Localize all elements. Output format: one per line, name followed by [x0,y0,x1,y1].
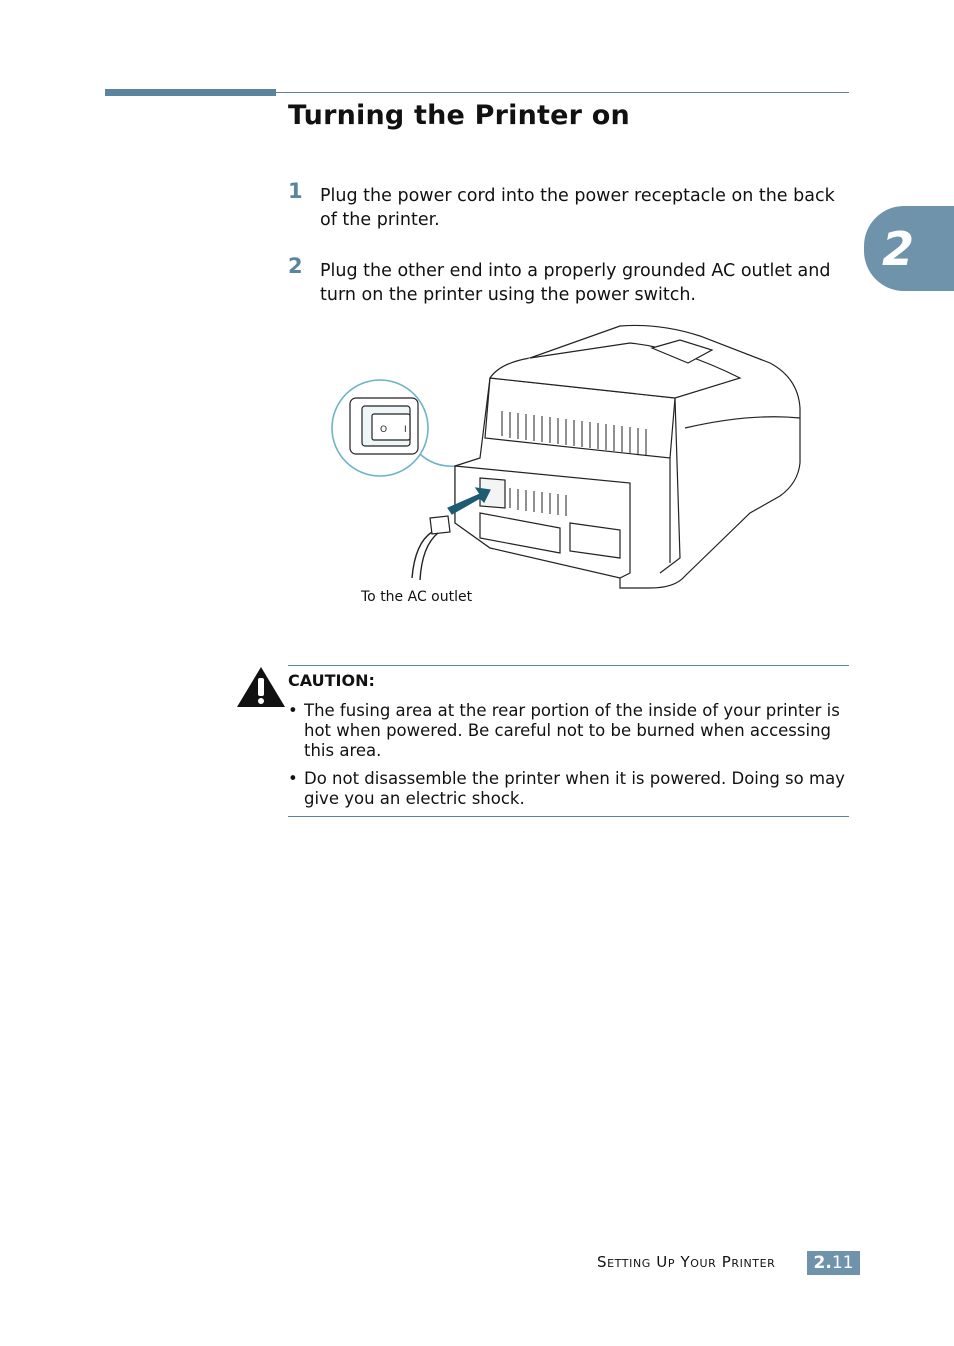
caution-bottom-rule [288,816,849,817]
page-number-badge [807,1251,860,1275]
chapter-number: 2 [881,221,914,276]
header-rule [276,92,849,93]
page-prefix: 2. [813,1253,832,1273]
printer-body [455,325,800,588]
header-accent-bar [105,89,276,96]
step-number: 2 [288,254,303,278]
step-number: 1 [288,179,303,203]
caution-title: CAUTION: [288,671,375,690]
figure-caption: To the AC outlet [361,589,473,605]
caution-top-rule [288,665,849,666]
page-title: Turning the Printer on [288,100,630,131]
power-switch-callout [332,380,458,476]
switch-off-label: O [380,425,388,435]
warning-icon [236,666,286,708]
footer-section-title: Setting Up Your Printer [597,1253,776,1271]
printer-illustration [330,318,810,618]
chapter-tab [864,206,954,291]
caution-item-text: The fusing area at the rear portion of the inside of your printer is hot when powered. Be careful not to be burned when accessing this area. [304,701,840,760]
step-text: Plug the other end into a properly grounded AC outlet and turn on the printer using the power switch. [320,261,831,305]
page-number: 11 [831,1253,854,1273]
bullet-symbol: • [288,701,298,720]
bullet-symbol: • [288,769,298,788]
caution-item-text: Do not disassemble the printer when it is powered. Doing so may give you an electric shock. [304,769,845,808]
step-text: Plug the power cord into the power receptacle on the back of the printer. [320,186,835,230]
switch-on-label: I [404,425,407,435]
